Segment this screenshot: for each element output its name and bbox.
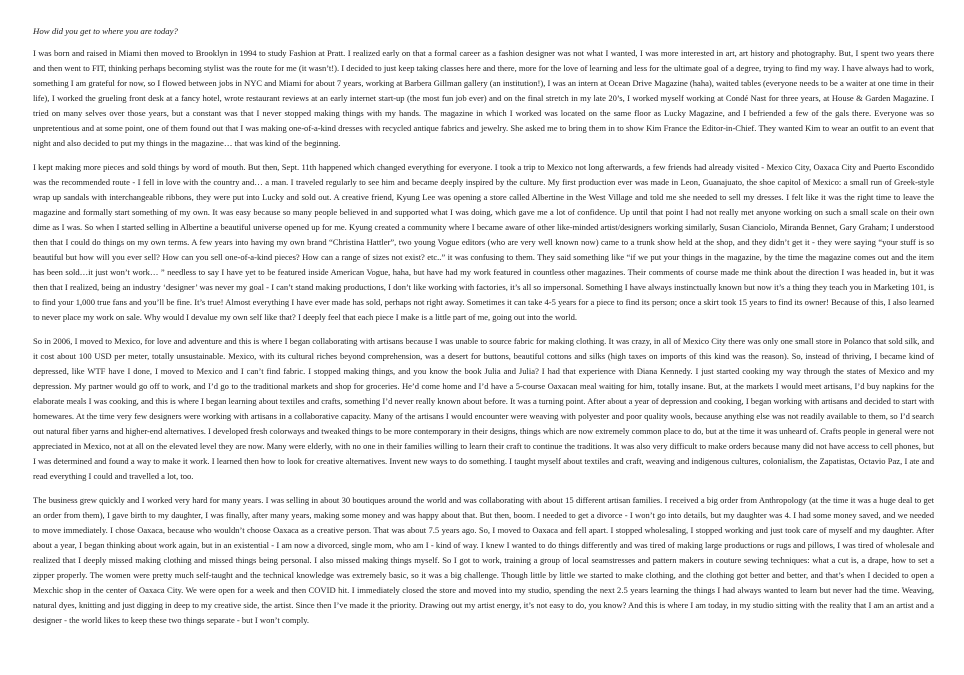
interview-question: How did you get to where you are today?	[33, 26, 178, 36]
answer-paragraph-2: I kept making more pieces and sold things by word of mouth. But then, Sept. 11th happened which changed everything for everyone. I took a trip to Mexico not long afterwards, a few friends had already visited - Mexico City, Oaxaca City and Puerto Escondido was the recommended route - I fell in love with the country and… a man. I traveled regularly to see him and became deeply inspired by the culture. My first production ever was made in Leon, Guanajuato, the shoe capitol of Mexico: a small run of Greek-style wrap up sandals with interchangeable ribbons, they were put into Lucky and sold out. A creative friend, Kyung Lee was opening a store called Albertine in the West Village and told me she needed to sell my dresses. I felt like it was the right time to leave the magazine and formally start something of my own. It was easy because so many people believed in and supported what I was doing, which gave me a lot of confidence. Up until that point I had not really met anyone working on such a small scale on their own dime as I was. So when I started selling in Albertine a beautiful universe opened up for me. Kyung created a community where I became aware of other like-minded artist/designers working similarly, Susan Cianciolo, Miranda Bennet, Gary Graham; I understood then that I could do things on my own terms. A few years into having my own brand “Christina Hattler”, two young Vogue editors (who are very well known now) came to a trunk show held at the shop, and they didn’t get it - they were saying “your stuff is so beautiful but how will you ever sell? How can you sell one-of-a-kind pieces? How can a range of sizes not exist? etc..” it was confusing to them. They said something like “if we put your things in the magazine, by the time the magazine comes out and the item has been sold…it just won’t work… ” needless to say I have yet to be featured inside American Vogue, haha, but have had my work featured in countless other magazines. Their comments of course made me think about the direction I was headed in, but it was then that I realized, being an industry ‘designer’ was never my goal - I can’t stand making productions, I don’t like working with factories, it’s all so impersonal. Something I have always instinctually known but now it’s a thing they teach you in Marketing 101, is to find your 1,000 true fans and you’ll be fine. It’s true! Almost everything I have ever made has sold, perhaps not right away. Sometimes it can take 4-5 years for a piece to find its person; once a skirt took 15 years to find its owner! Because of this, I also learned to never place my work on sale. Why would I devalue my own self like that? I deeply feel that each piece I make is a little part of me, going out into the world.	[33, 162, 934, 322]
answer-paragraph-4: The business grew quickly and I worked very hard for many years. I was selling in about 30 boutiques around the world and was collaborating with about 15 different artisan families. I received a big order from Anthropology (at the time it was a huge deal to get an order from them), I gave birth to my daughter, I was finally, after many years, making some money and was happy about that. But then, boom. I needed to get a divorce - I won’t go into details, but my daughter was 4. I had some money saved, and we needed to move immediately. I chose Oaxaca, because who wouldn’t choose Oaxaca as a creative person. That was about 7.5 years ago. So, I moved to Oaxaca and fell apart. I stopped wholesaling, I stopped working and just took care of myself and my daughter. After about a year, I began thinking about work again, but in an existential - I am now a divorced, single mom, who am I - kind of way. I knew I wanted to do things differently and was tired of making large productions or rugs and pillows, I was tired of wholesale and realized that I deeply missed making clothing and missed things being personal. I also missed making things myself. So I got to work, training a group of local seamstresses and pattern makers in couture sewing techniques: what a cut is, a drape, how to set a zipper properly. The women were pretty much self-taught and the technical knowledge was extremely basic, so it was a big challenge. Though little by little we started to make clothing, and the clothing got better and better, and that’s when I decided to open a Mexchic shop in the center of Oaxaca City. We were open for a week and then COVID hit. I immediately closed the store and moved into my studio, spending the next 2.5 years learning the things I had always wanted to learn but never had the time. Weaving, natural dyes, knitting and just digging in deep to my creative side, the artist. Since then I’ve made it the priority. Drawing out my artist energy, it’s not easy to do, you know? And this is where I am today, in my studio sitting with the reality that I am an artist and a designer - the world likes to keep these two things separate - but I won’t comply.	[33, 495, 934, 625]
answer-paragraph-3: So in 2006, I moved to Mexico, for love and adventure and this is where I began collaborating with artisans because I was unable to source fabric for making clothing. It was crazy, in all of Mexico City there was only one small store in Polanco that sold silk, and it cost about 100 USD per meter, totally unsustainable. Mexico, with its cultural riches beyond comprehension, was a desert for buttons, beautiful cottons and silks (high taxes on imports of this kind was the reason). So, instead of thriving, I became kind of depressed, like WTF have I done, I moved to Mexico and I can’t find fabric. I stopped making things, and you know the book Julia and Julia? I had that experience with Diana Kennedy. I just started cooking my way through the states of Mexico and my depression. My partner would go off to work, and I’d go to the traditional markets and shop for groceries. He’d come home and I’d have a 5-course Oaxacan meal waiting for him, totally insane. But, at the markets I would meet artisans, I’d buy napkins for the elaborate meals I was cooking, and this is where I began learning about textiles and crafts, something I’d never really known about before. It was a turning point. After about a year of depression and cooking, I began working with artisans and decided to start with homewares. At the time very few designers were working with artisans in a collaborative capacity. Many of the artisans I would encounter were weaving with polyester and poor quality wools, because anything else was not readily available to them, so I’d search out natural fiber yarns and higher-end alternatives. I developed fresh colorways and tweaked things to be more contemporary in their designs, things which are now extremely common place to do, but at the time it was unheard of. Crafts people in general were not appreciated in Mexico, not at all on the elevated level they are now. Many were elderly, with no one in their families willing to learn their craft to continue the traditions. It was also very difficult to make orders because many did not have access to cell phones, but I was determined and found a way to make it work. I learned then how to look for creative alternatives. Invent new ways to do something. I taught myself about textiles and craft, weaving and indigenous cultures, colonialism, the Zapatistas, Octavio Paz, I ate and read everything I could and travelled a lot, too.	[33, 336, 934, 481]
answer-paragraph-1: I was born and raised in Miami then moved to Brooklyn in 1994 to study Fashion at Pratt. I realized early on that a formal career as a fashion designer was not what I wanted, I was more interested in art, art history and photography. But, I spent two years there and then went to FIT, thinking perhaps becoming stylist was the route for me (it wasn’t!). I decided to just keep taking classes here and there, more for the love of learning and less for the ultimate goal of a degree, trying to find my way. I have always had to work, something I am grateful for now, so I flowed between jobs in NYC and Miami for about 7 years, working at Barbera Gillman gallery (an institution!), I was an intern at Ocean Drive Magazine (haha), waited tables (everyone needs to be a waiter at one time in their life), I worked the grueling front desk at a fancy hotel, wrote restaurant reviews at an early internet start-up (the most fun job ever) and on the final stretch in my late 20’s, I worked myself working at Condé Nast for three years, at House & Garden Magazine. I tried on many selves over those years, but a constant was that I never stopped making things with my hands. The magazine in which I worked was located on the same floor as Lucky Magazine, and I befriended a few of the gals there. Everyone was so unpretentious and at some point, one of them found out that I was making one-of-a-kind dresses with recycled antique fabrics and jewelry. She asked me to bring them in to show Kim France the Editor-in-Chief. They wanted Kim to wear an outfit to an event that night and also decided to put my things in the magazine… that was kind of the beginning.	[33, 48, 934, 148]
